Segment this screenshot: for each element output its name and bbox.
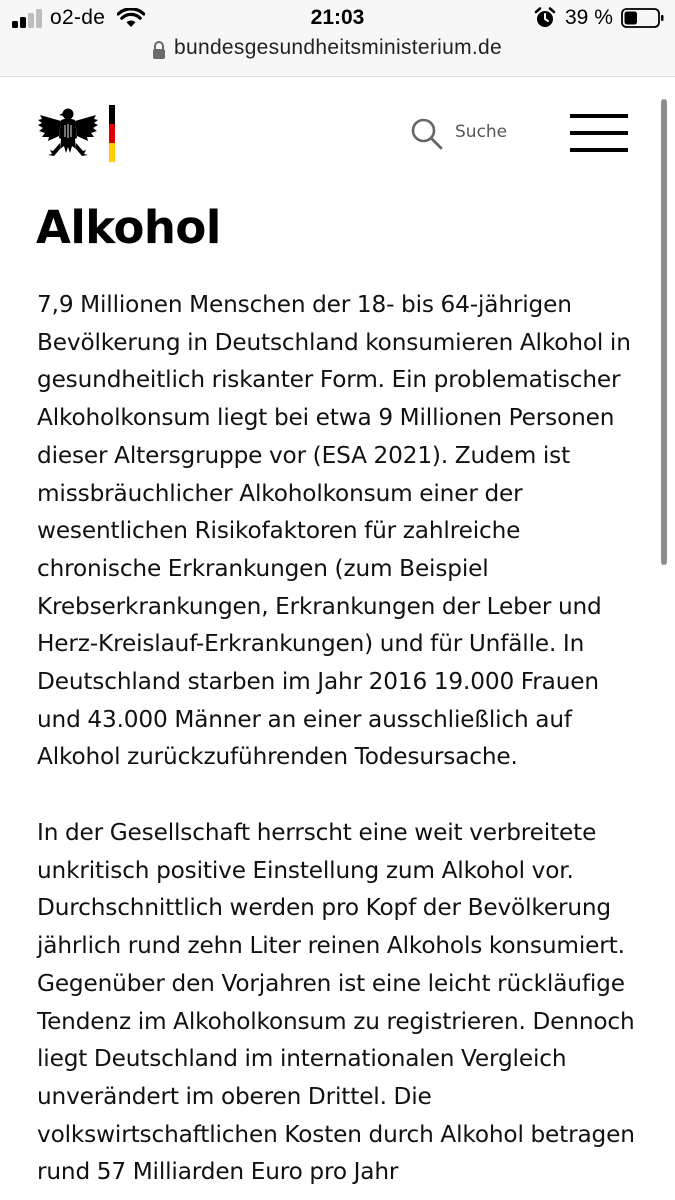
battery-icon [621, 8, 665, 28]
search-label[interactable]: Suche [455, 122, 508, 142]
status-bar [0, 0, 675, 36]
status-time: 21:03 [310, 6, 365, 29]
scrollbar[interactable] [661, 99, 667, 565]
page-title: Alkohol [36, 201, 221, 254]
flag-gold [109, 143, 115, 162]
carrier-name: o2-de [50, 6, 106, 29]
flag-red [109, 124, 115, 143]
battery-percent: 39 % [565, 6, 613, 29]
german-flag-stripe [109, 105, 115, 162]
body-paragraph-2: In der Gesellschaft herrscht eine weit verbreitete unkritisch positive Einstellung zum Alkohol vor. Durchschnittlich werden pro Kopf der Bevölkerung jährlich rund zehn Liter reinen Alkohols konsumiert. Gegenüber den Vorjahren ist eine leicht rückläufige Tendenz im Alkoholkonsum zu registrieren. Dennoch liegt Deutschland im internationalen Vergleich unverändert im oberen Drittel. Die volkswirtschaftlichen Kosten durch Alkohol betragen rund 57 Milliarden Euro pro Jahr [37, 819, 635, 1186]
alarm-clock-icon [533, 7, 557, 29]
url-text[interactable]: bundesgesundheitsministerium.de [174, 36, 502, 59]
body-paragraph-1: 7,9 Millionen Menschen der 18- bis 64-jährigen Bevölkerung in Deutschland konsumieren Alkohol in gesundheitlich riskanter Form. Ein problematischer Alkoholkonsum liegt bei etwa 9 Millionen Personen dieser Altersgruppe vor (ESA 2021). Zudem ist missbräuchlicher Alkoholkonsum einer der wesentlichen Risikofaktoren für zahlreiche chronische Erkrankungen (zum Beispiel Krebserkrankungen, Erkrankungen der Leber und Herz-Kreislauf-Erkrankungen) und für Unfälle. In Deutschland starben im Jahr 2016 19.000 Frauen und 43.000 Männer an einer ausschließlich auf Alkohol zurückzuführenden Todesursache. [37, 291, 631, 771]
site-header [0, 77, 675, 192]
flag-black [109, 105, 115, 124]
federal-eagle-icon[interactable] [36, 105, 100, 163]
lock-icon [151, 40, 167, 60]
hamburger-menu-icon[interactable] [570, 111, 630, 155]
url-bar[interactable] [0, 36, 675, 77]
search-icon[interactable] [410, 117, 444, 151]
